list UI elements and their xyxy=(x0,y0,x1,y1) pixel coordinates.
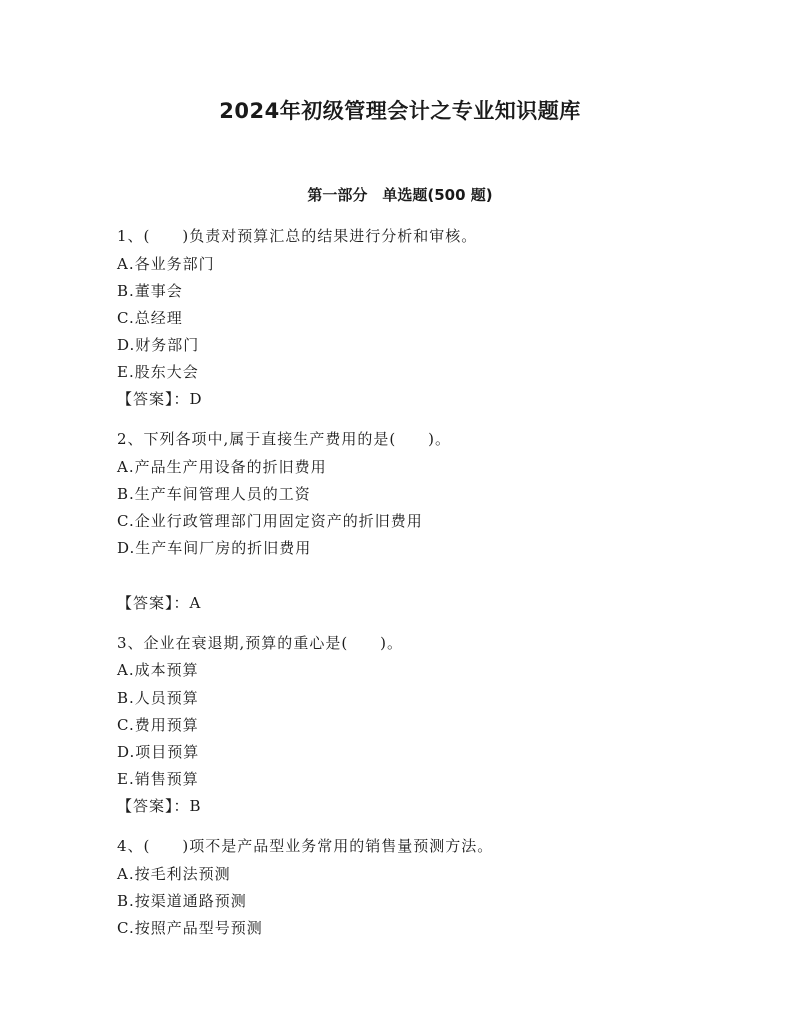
question-3-option-a: A.成本预算 xyxy=(117,661,199,679)
document-title: 2024年初级管理会计之专业知识题库 xyxy=(219,99,581,123)
question-4-stem: 4、( )项不是产品型业务常用的销售量预测方法。 xyxy=(117,837,494,855)
question-1-stem: 1、( )负责对预算汇总的结果进行分析和审核。 xyxy=(117,227,478,245)
question-2-option-c: C.企业行政管理部门用固定资产的折旧费用 xyxy=(117,512,423,530)
question-1-answer: 【答案】：D xyxy=(117,390,203,408)
question-1-option-c: C.总经理 xyxy=(117,309,183,327)
question-2-stem: 2、下列各项中,属于直接生产费用的是( )。 xyxy=(117,430,452,448)
question-3-option-e: E.销售预算 xyxy=(117,770,199,788)
question-3-option-c: C.费用预算 xyxy=(117,716,199,734)
question-3-stem: 3、企业在衰退期,预算的重心是( )。 xyxy=(117,634,404,652)
question-1-option-a: A.各业务部门 xyxy=(117,255,215,273)
question-2-option-d: D.生产车间厂房的折旧费用 xyxy=(117,539,312,557)
question-2-answer: 【答案】：A xyxy=(117,594,202,612)
question-4-option-c: C.按照产品型号预测 xyxy=(117,919,263,937)
question-2-option-b: B.生产车间管理人员的工资 xyxy=(117,485,311,503)
section-title: 第一部分 单选题(500 题) xyxy=(307,186,493,204)
question-1-option-b: B.董事会 xyxy=(117,282,183,300)
question-2-option-a: A.产品生产用设备的折旧费用 xyxy=(117,458,327,476)
question-3-option-d: D.项目预算 xyxy=(117,743,200,761)
question-4-option-a: A.按毛利法预测 xyxy=(117,865,231,883)
question-1-option-e: E.股东大会 xyxy=(117,363,199,381)
question-3-option-b: B.人员预算 xyxy=(117,689,199,707)
question-4-option-b: B.按渠道通路预测 xyxy=(117,892,247,910)
question-1-option-d: D.财务部门 xyxy=(117,336,200,354)
question-3-answer: 【答案】：B xyxy=(117,797,202,815)
